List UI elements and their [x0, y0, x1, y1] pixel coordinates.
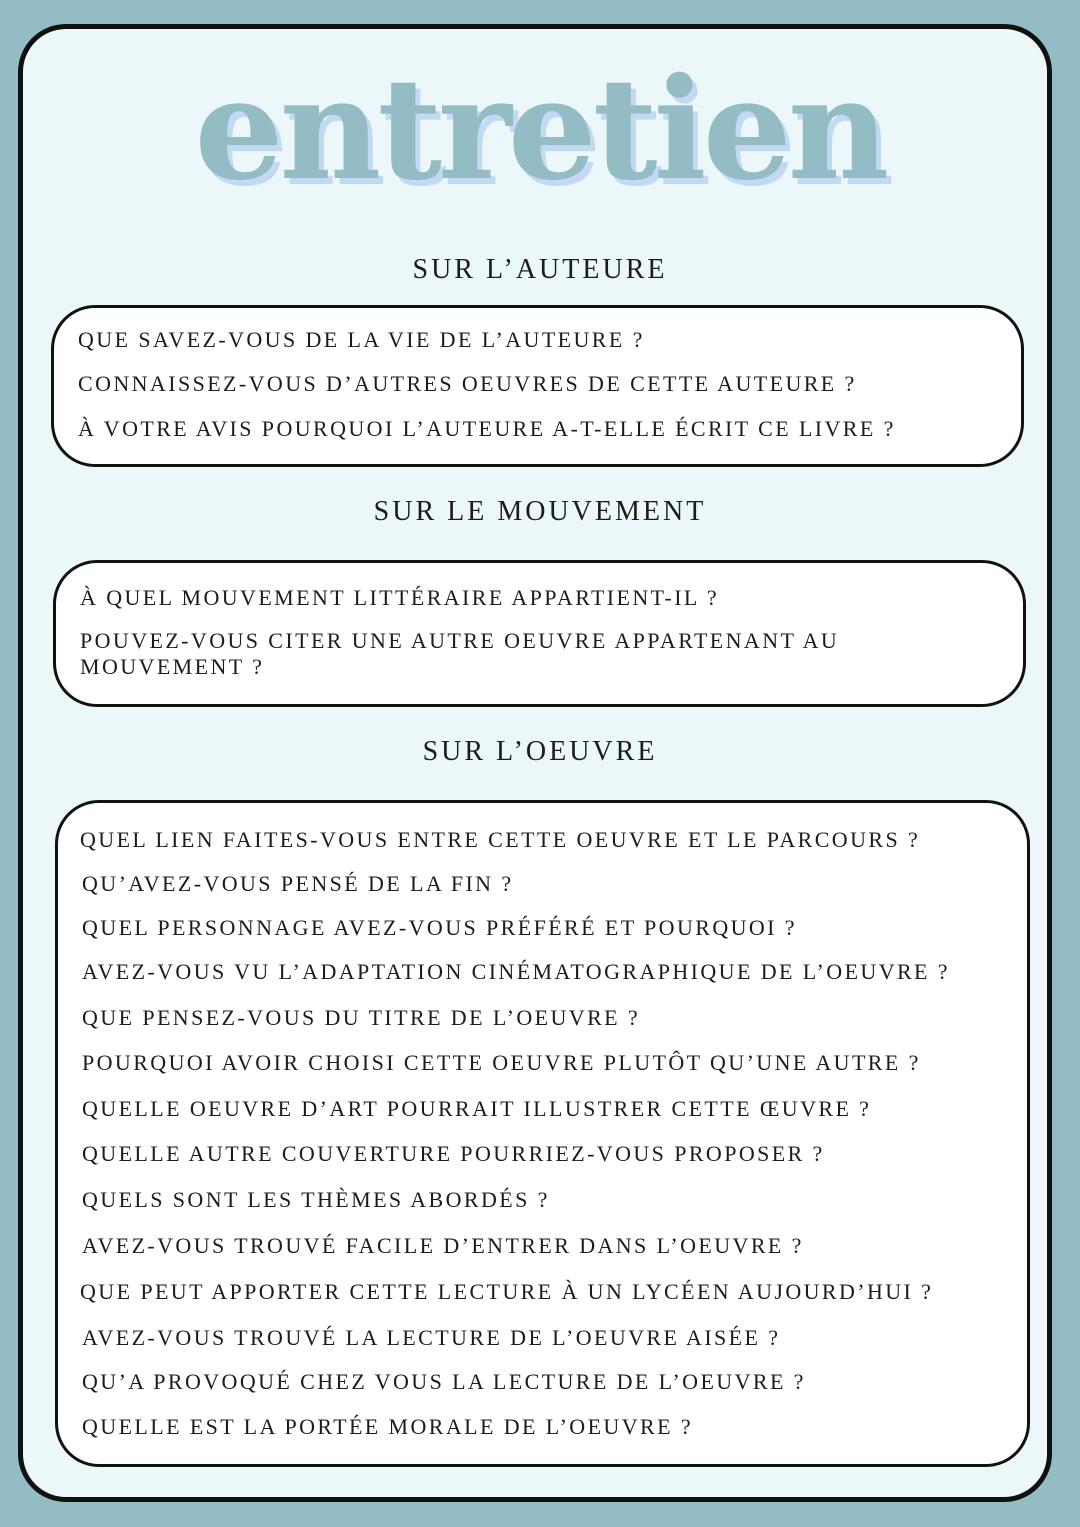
question-item: MOUVEMENT ? — [80, 654, 265, 679]
question-item: QUE PENSEZ-VOUS DU TITRE DE L’OEUVRE ? — [82, 1005, 641, 1030]
question-item: À QUEL MOUVEMENT LITTÉRAIRE APPARTIENT-IL ? — [80, 585, 720, 610]
question-item: AVEZ-VOUS TROUVÉ LA LECTURE DE L’OEUVRE AISÉE ? — [82, 1325, 781, 1350]
question-box-oeuvre — [55, 800, 1030, 1467]
question-item: QUEL LIEN FAITES-VOUS ENTRE CETTE OEUVRE ET LE PARCOURS ? — [80, 827, 921, 852]
question-item: AVEZ-VOUS TROUVÉ FACILE D’ENTRER DANS L’OEUVRE ? — [82, 1233, 804, 1258]
question-item: QUE PEUT APPORTER CETTE LECTURE À UN LYCÉEN AUJOURD’HUI ? — [80, 1279, 934, 1304]
question-item: QUE SAVEZ-VOUS DE LA VIE DE L’AUTEURE ? — [78, 327, 645, 352]
question-item: CONNAISSEZ-VOUS D’AUTRES OEUVRES DE CETTE AUTEURE ? — [78, 371, 857, 396]
question-item: À VOTRE AVIS POURQUOI L’AUTEURE A-T-ELLE ÉCRIT CE LIVRE ? — [78, 416, 896, 441]
section-heading-oeuvre: SUR L’OEUVRE — [422, 736, 658, 767]
section-heading-auteure: SUR L’AUTEURE — [412, 254, 668, 285]
page-title: entretien — [194, 48, 886, 212]
question-item: QU’AVEZ-VOUS PENSÉ DE LA FIN ? — [82, 871, 514, 896]
question-item: QU’A PROVOQUÉ CHEZ VOUS LA LECTURE DE L’OEUVRE ? — [82, 1369, 806, 1394]
question-item: QUELS SONT LES THÈMES ABORDÉS ? — [82, 1187, 550, 1212]
question-item: QUELLE OEUVRE D’ART POURRAIT ILLUSTRER CETTE ŒUVRE ? — [82, 1096, 872, 1121]
question-item: QUELLE AUTRE COUVERTURE POURRIEZ-VOUS PROPOSER ? — [82, 1141, 825, 1166]
question-item: QUELLE EST LA PORTÉE MORALE DE L’OEUVRE ? — [82, 1414, 693, 1439]
question-item: POURQUOI AVOIR CHOISI CETTE OEUVRE PLUTÔT QU’UNE AUTRE ? — [82, 1050, 921, 1075]
question-item: QUEL PERSONNAGE AVEZ-VOUS PRÉFÉRÉ ET POURQUOI ? — [82, 915, 797, 940]
section-heading-mouvement: SUR LE MOUVEMENT — [373, 496, 707, 527]
question-item: AVEZ-VOUS VU L’ADAPTATION CINÉMATOGRAPHIQUE DE L’OEUVRE ? — [82, 959, 950, 984]
question-item: POUVEZ-VOUS CITER UNE AUTRE OEUVRE APPARTENANT AU — [80, 628, 840, 653]
